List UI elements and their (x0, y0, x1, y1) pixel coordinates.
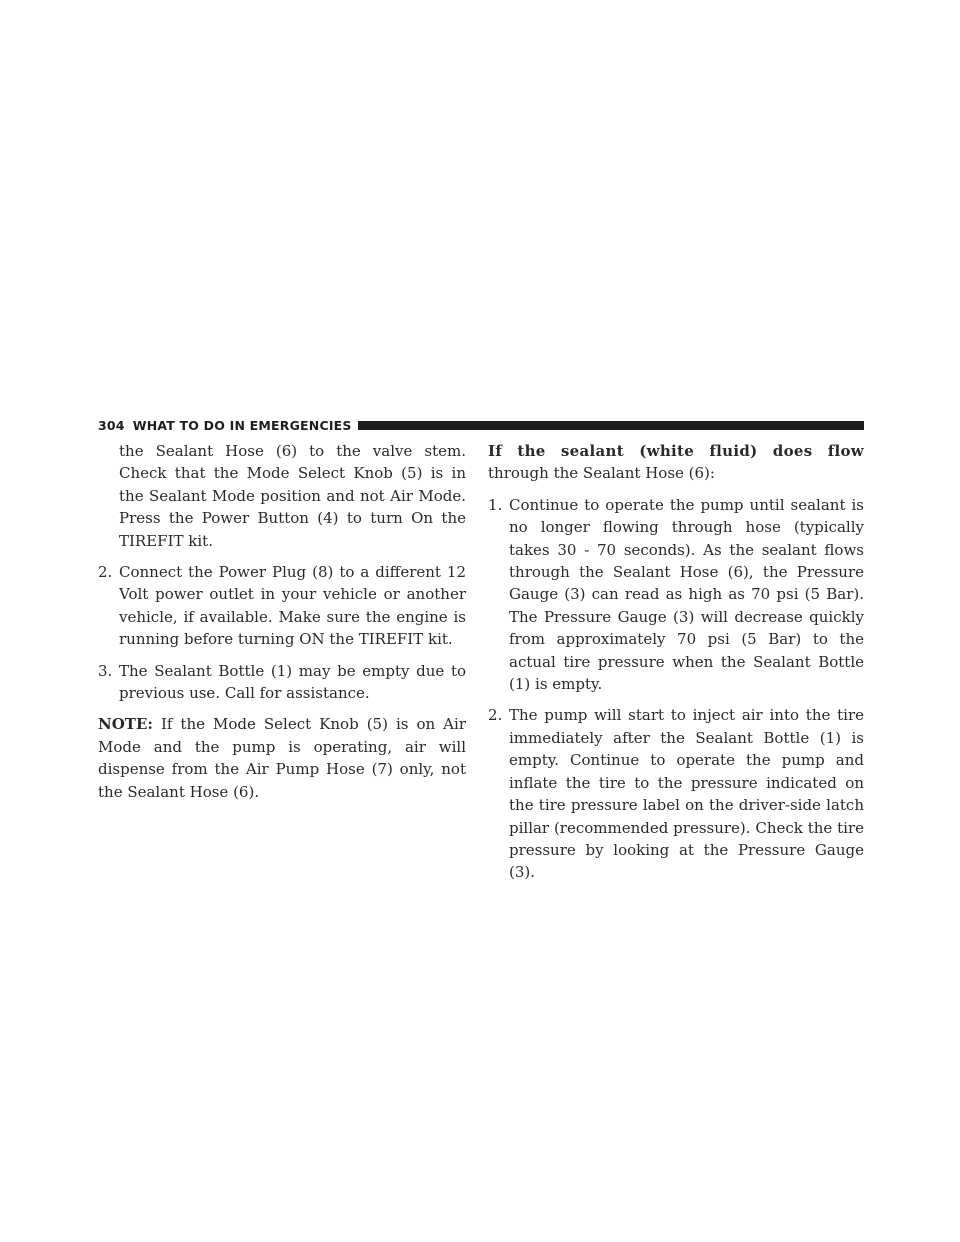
intro-bold: If the sealant (white fluid) does flow (488, 442, 864, 460)
list-item-number: 2. (98, 563, 113, 582)
note-paragraph (98, 713, 466, 803)
page-header (98, 416, 864, 434)
section-title: WHAT TO DO IN EMERGENCIES (132, 417, 352, 433)
list-item (488, 704, 864, 883)
list-item-number: 1. (488, 495, 503, 514)
list-item (98, 660, 466, 705)
list-item (488, 494, 864, 696)
note-text: If the Mode Select Knob (5) is on Air Mode and the pump is operating, air will dispense from the Air Pump Hose (7) only, not the Sealant Hose (6). (98, 715, 466, 801)
list-item-text: The Sealant Bottle (1) may be empty due to previous use. Call for assistance. (119, 661, 466, 703)
intro-rest: through the Sealant Hose (6): (488, 464, 715, 483)
page-number: 304 (98, 417, 125, 433)
continuation-paragraph: the Sealant Hose (6) to the valve stem. Check that the Mode Select Knob (5) is in the Sealant Mode position and not Air Mode. Press the Power Button (4) to turn On the TIREFIT kit. (119, 442, 466, 550)
list-item (98, 561, 466, 651)
list-item-text: Connect the Power Plug (8) to a different 12 Volt power outlet in your vehicle or another vehicle, if available. Make sure the engine is running before turning ON the TIREFIT kit. (119, 563, 466, 649)
intro-paragraph (488, 440, 864, 485)
list-item-text: The pump will start to inject air into the tire immediately after the Sealant Bottle (1) is empty. Continue to operate the pump and inflate the tire to the pressure indicated on the tire pressure label on the driver-side latch pillar (recommended pressure). Check the tire pressure by looking at the Pressure Gauge (3). (509, 706, 864, 882)
list-item-number: 3. (98, 661, 113, 680)
list-item-text: Continue to operate the pump until sealant is no longer flowing through hose (typically takes 30 - 70 seconds). As the sealant flows through the Sealant Hose (6), the Pressure Gauge (3) can read as high as 70 psi (5 Bar). The Pressure Gauge (3) will decrease quickly from approximately 70 psi (5 Bar) to the actual tire pressure when the Sealant Bottle (1) is empty. (509, 495, 864, 694)
note-label: NOTE: (98, 715, 153, 734)
header-rule (358, 421, 864, 430)
list-item-number: 2. (488, 706, 503, 725)
left-column (98, 440, 466, 812)
right-column (488, 440, 864, 893)
